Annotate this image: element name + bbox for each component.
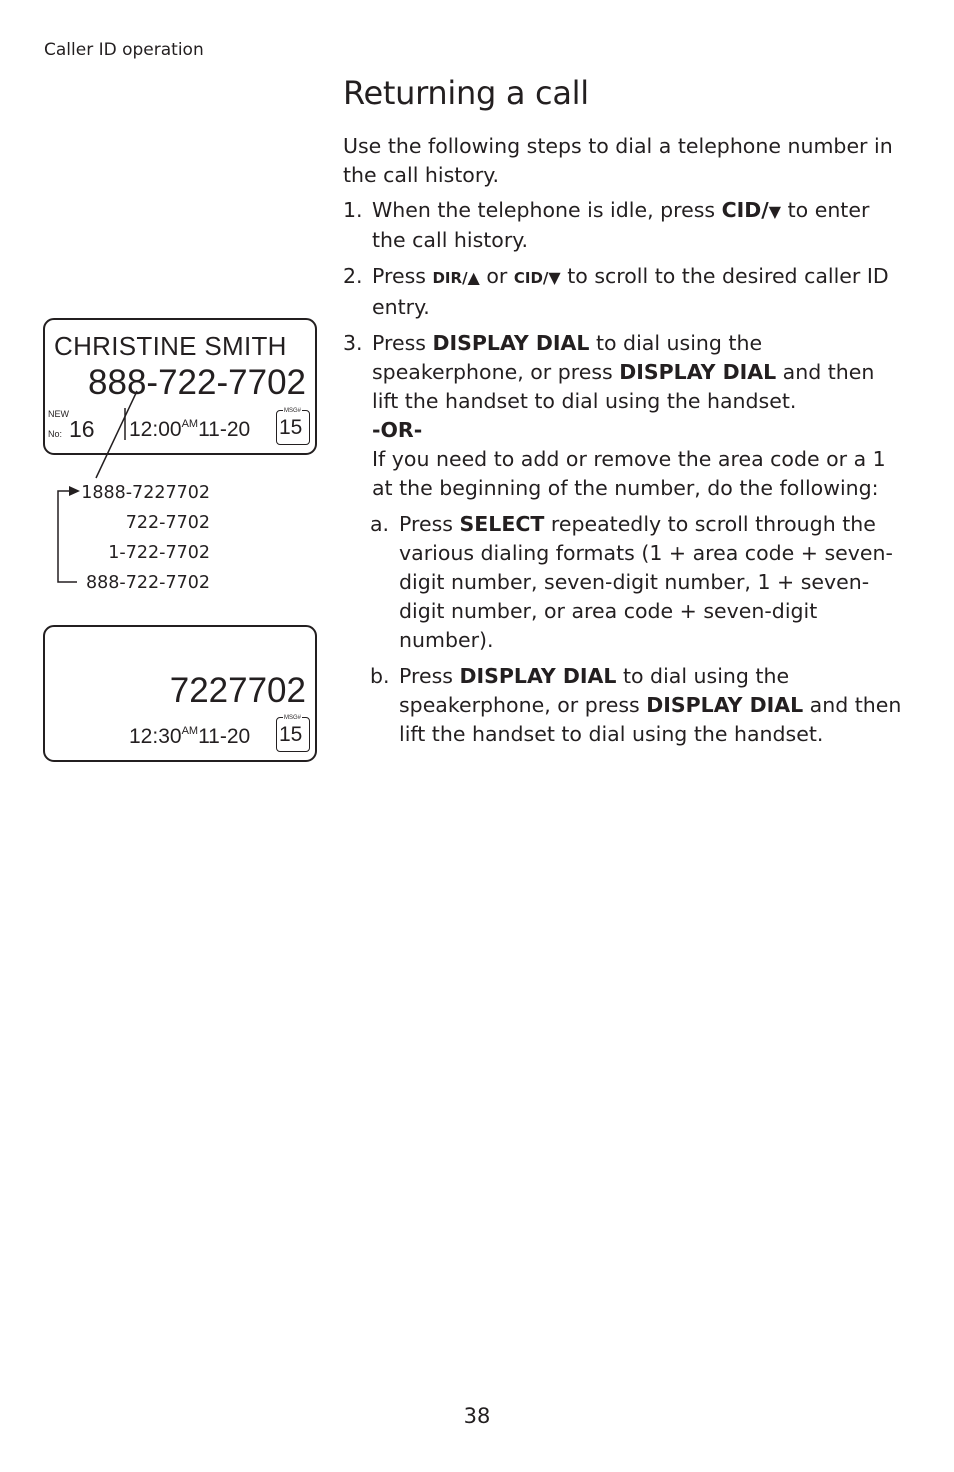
step-text: Press xyxy=(372,331,433,355)
lcd-msg-label: MSG# xyxy=(284,408,302,414)
dialing-format: 722-7702 xyxy=(125,513,210,533)
step-text: to dial using the speakerphone, or press xyxy=(399,664,790,717)
dialing-format: 1-722-7702 xyxy=(108,543,210,563)
lcd-msg-count: 15 xyxy=(279,723,303,746)
intro-paragraph: Use the following steps to dial a telephone number in the call history. xyxy=(343,134,893,187)
lcd-msg-count: 15 xyxy=(279,416,303,439)
step-text: repeatedly to scroll through the various dialing formats (1 + area code + seven-digit number, seven-digit number, 1 + seven-digit number, or area code + seven-digit number). xyxy=(399,512,893,652)
lcd-dial-number: 7227702 xyxy=(169,671,306,710)
step-number: 1. xyxy=(343,198,363,222)
dir-key-label: DIR/ xyxy=(432,269,468,287)
lcd-new-label: NEW xyxy=(48,409,69,419)
substep-letter: a. xyxy=(370,512,390,536)
lcd-time-date xyxy=(129,725,250,749)
triangle-down-icon: ▼ xyxy=(768,202,782,221)
lcd-message-box xyxy=(276,717,310,752)
lcd-caller-name: CHRISTINE SMITH xyxy=(54,331,287,361)
cid-key-label: CID/ xyxy=(513,269,549,287)
dialing-format: 888-722-7702 xyxy=(86,573,210,593)
display-dial-key-label: DISPLAY DIAL xyxy=(619,360,777,384)
select-key-label: SELECT xyxy=(459,512,545,536)
dialing-formats-list xyxy=(60,478,210,598)
step-text: and then lift the handset to dial using the handset. xyxy=(372,360,875,413)
lcd-date: 11-20 xyxy=(198,418,251,441)
step-number: 3. xyxy=(343,331,363,355)
step-text: Press xyxy=(399,512,460,536)
page-number: 38 xyxy=(463,1404,491,1428)
substep-letter: b. xyxy=(370,664,390,688)
step-text: Press xyxy=(372,264,433,288)
lcd-caller-number: 888-722-7702 xyxy=(88,363,306,402)
lcd-date: 11-20 xyxy=(198,725,251,748)
step-text: to dial using the speakerphone, or press xyxy=(372,331,763,384)
or-separator: -OR- xyxy=(372,418,423,442)
lcd-screen-dialing xyxy=(43,625,317,762)
lcd-time: 12:30 xyxy=(129,725,182,748)
cid-key-label: CID/ xyxy=(721,198,769,222)
triangle-down-icon: ▼ xyxy=(548,268,561,287)
display-dial-key-label: DISPLAY DIAL xyxy=(459,664,617,688)
step-text: If you need to add or remove the area code or a 1 at the beginning of the number, do the following: xyxy=(372,447,886,500)
step-text: Press xyxy=(399,664,460,688)
lcd-ampm: AM xyxy=(181,418,199,430)
lcd-msg-label: MSG# xyxy=(284,715,302,721)
step-number: 2. xyxy=(343,264,363,288)
display-dial-key-label: DISPLAY DIAL xyxy=(432,331,590,355)
display-dial-key-label: DISPLAY DIAL xyxy=(646,693,804,717)
step-text: or xyxy=(479,264,514,288)
lcd-ampm: AM xyxy=(181,725,199,737)
dialing-format: 1888-7227702 xyxy=(81,483,210,503)
step-text: to enter the call history. xyxy=(372,198,870,252)
step-text: and then lift the handset to dial using the handset. xyxy=(399,693,902,746)
step-text: to scroll to the desired caller ID entry. xyxy=(372,264,889,319)
lcd-time: 12:00 xyxy=(129,418,182,441)
lcd-entry-count: 16 xyxy=(69,416,95,442)
step-text: When the telephone is idle, press xyxy=(372,198,722,222)
triangle-up-icon: ▲ xyxy=(467,268,480,287)
section-title: Returning a call xyxy=(343,74,589,112)
running-header: Caller ID operation xyxy=(44,40,204,60)
lcd-no-label: No: xyxy=(48,429,63,439)
